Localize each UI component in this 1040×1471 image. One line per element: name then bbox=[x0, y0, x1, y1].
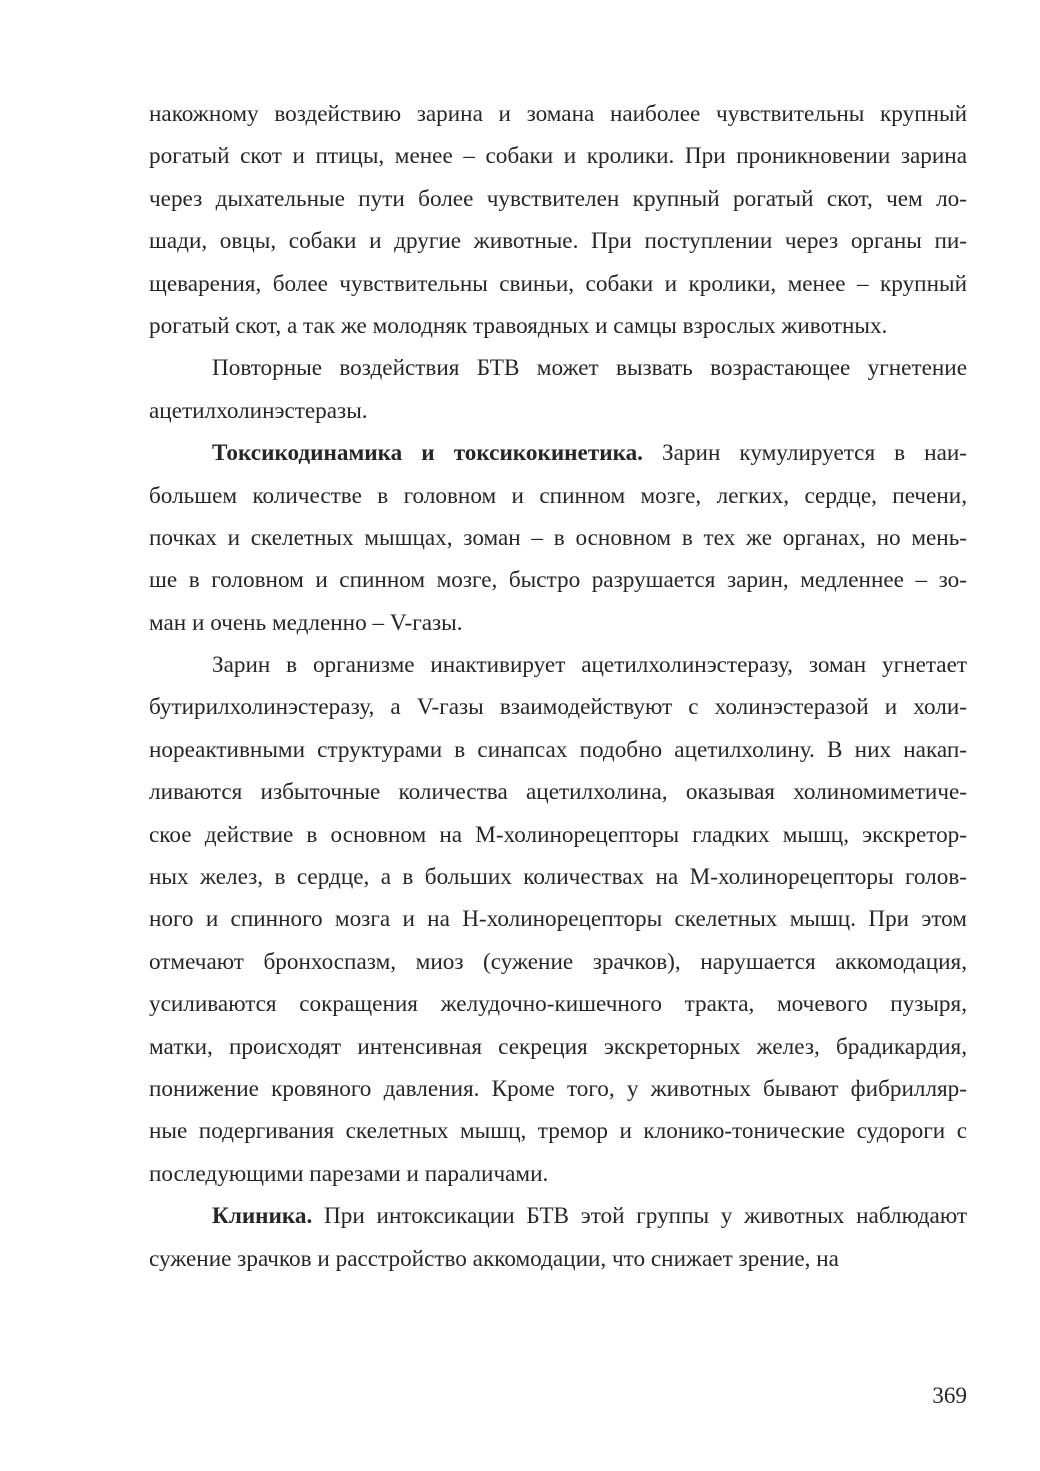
text-run: При интоксикации БТВ этой группы у животных наблюдают bbox=[312, 1203, 967, 1230]
text-line: щеварения, более чувствительны свиньи, собаки и кролики, менее – крупный bbox=[149, 270, 967, 297]
text-line: нореактивными структурами в синапсах подобно ацетилхолину. В них накап- bbox=[149, 736, 967, 763]
paragraph-4 bbox=[149, 644, 967, 1195]
text-line: большем количестве в головном и спинном мозге, легких, сердце, печени, bbox=[149, 482, 967, 509]
paragraph-clinic bbox=[149, 1195, 967, 1280]
text-line: усиливаются сокращения желудочно-кишечного тракта, мочевого пузыря, bbox=[149, 991, 967, 1018]
text-run: Зарин кумулируется в наи- bbox=[642, 440, 967, 467]
text-line bbox=[149, 432, 967, 474]
text-line: ливаются избыточные количества ацетилхолина, оказывая холиномиметиче- bbox=[149, 779, 967, 806]
text-line: последующими парезами и параличами. bbox=[149, 1160, 549, 1187]
text-line: почках и скелетных мышцах, зоман – в основном в тех же органах, но мень- bbox=[149, 524, 967, 551]
text-line: накожному воздействию зарина и зомана наиболее чувствительны крупный bbox=[149, 101, 967, 127]
page-number: 369 bbox=[932, 1383, 967, 1409]
text-line: рогатый скот и птицы, менее – собаки и кролики. При проникновении зарина bbox=[149, 143, 967, 170]
text-line: ных желез, в сердце, а в больших количествах на М-холинорецепторы голов- bbox=[149, 864, 967, 891]
text-line: ные подергивания скелетных мышц, тремор и клонико-тонические судороги с bbox=[149, 1118, 967, 1145]
body-text bbox=[149, 93, 967, 1280]
text-line: шади, овцы, собаки и другие животные. При поступлении через органы пи- bbox=[149, 228, 967, 255]
text-line: ше в головном и спинном мозге, быстро разрушается зарин, медленнее – зо- bbox=[149, 567, 967, 594]
text-line: отмечают бронхоспазм, миоз (сужение зрачков), нарушается аккомодация, bbox=[149, 948, 967, 975]
paragraph-toxicodynamics bbox=[149, 432, 967, 644]
text-line bbox=[149, 1195, 967, 1237]
paragraph-2 bbox=[149, 347, 967, 432]
text-line: ацетилхолинэстеразы. bbox=[149, 397, 368, 424]
paragraph-1 bbox=[149, 93, 967, 347]
section-heading-clinic: Клиника. bbox=[212, 1203, 313, 1230]
text-line: ман и очень медленно – V-газы. bbox=[149, 609, 463, 636]
text-line: матки, происходят интенсивная секреция экскреторных желез, брадикардия, bbox=[149, 1033, 967, 1060]
text-line: сужение зрачков и расстройство аккомодации, что снижает зрение, на bbox=[149, 1245, 839, 1272]
text-line: ское действие в основном на М-холинорецепторы гладких мышц, экскретор- bbox=[149, 821, 967, 848]
text-line: Зарин в организме инактивирует ацетилхолинэстеразу, зоман угнетает bbox=[212, 652, 967, 679]
text-line: бутирилхолинэстеразу, а V-газы взаимодействуют с холинэстеразой и холи- bbox=[149, 694, 967, 721]
text-line: ного и спинного мозга и на Н-холинорецепторы скелетных мышц. При этом bbox=[149, 906, 967, 933]
text-line: через дыхательные пути более чувствителен крупный рогатый скот, чем ло- bbox=[149, 185, 967, 212]
section-heading-toxicodynamics: Токсикодинамика и токсикокинетика. bbox=[212, 440, 643, 467]
text-line: Повторные воздействия БТВ может вызвать возрастающее угнетение bbox=[212, 355, 967, 382]
text-line: рогатый скот, а так же молодняк травоядных и самцы взрослых животных. bbox=[149, 312, 888, 339]
text-line: понижение кровяного давления. Кроме того, у животных бывают фибрилляр- bbox=[149, 1075, 967, 1102]
